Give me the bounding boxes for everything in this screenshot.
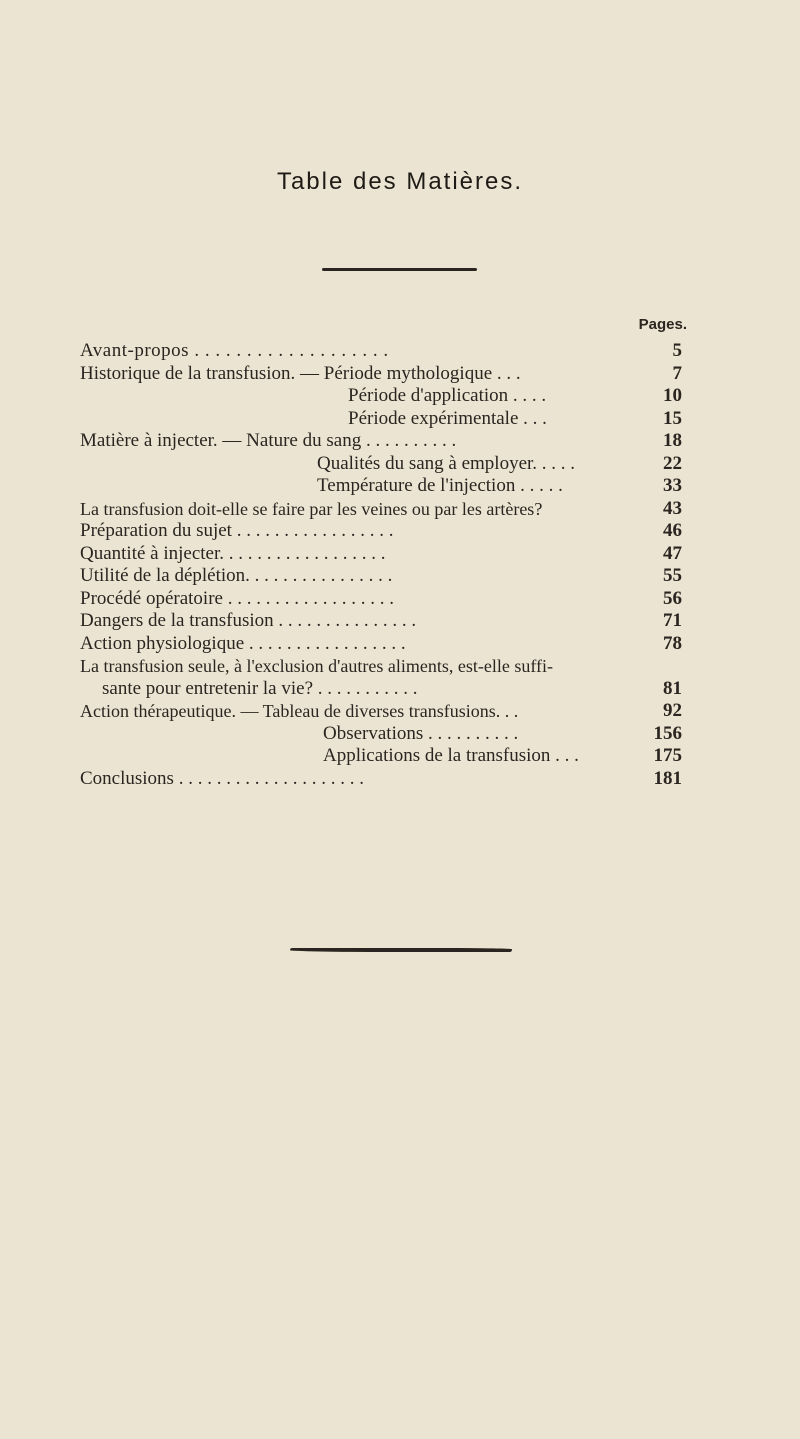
end-ornament-rule xyxy=(290,948,512,952)
toc-entry-page: 175 xyxy=(653,745,682,766)
toc-entry xyxy=(80,565,682,588)
toc-entry xyxy=(80,655,682,700)
toc-entry xyxy=(80,610,682,633)
table-of-contents xyxy=(80,340,682,790)
toc-entry xyxy=(80,633,682,656)
toc-entry xyxy=(80,588,682,611)
toc-entry-page: 181 xyxy=(653,767,682,789)
toc-entry xyxy=(80,723,682,746)
toc-entry xyxy=(80,453,682,476)
toc-entry-text: Applications de la transfusion . . . xyxy=(323,745,579,766)
toc-entry xyxy=(80,340,682,363)
toc-entry-text: Température de l'injection . . . . . xyxy=(317,475,563,496)
pages-column-header: Pages. xyxy=(638,316,687,333)
toc-entry-page: 10 xyxy=(663,385,682,406)
toc-entry-page: 46 xyxy=(663,520,682,541)
toc-entry-page: 81 xyxy=(663,677,682,699)
toc-entry-page: 78 xyxy=(663,632,682,654)
toc-entry-text: Procédé opératoire . . . . . . . . . . . . . . . . . . xyxy=(80,587,394,609)
toc-entry-text: Action thérapeutique. — Tableau de diverses transfusions. . . xyxy=(80,701,519,721)
toc-entry-text: Préparation du sujet . . . . . . . . . . . . . . . . . xyxy=(80,520,394,541)
toc-entry xyxy=(80,475,682,498)
toc-entry-text: Utilité de la déplétion. . . . . . . . . . . . . . . . xyxy=(80,565,393,586)
toc-entry-page: 92 xyxy=(663,700,682,721)
toc-entry-text: Avant-propos . . . . . . . . . . . . . . . . . . . xyxy=(80,340,389,361)
toc-entry-text: La transfusion doit-elle se faire par les veines ou par les artères? xyxy=(80,498,543,519)
toc-entry-text: La transfusion seule, à l'exclusion d'autres aliments, est-elle suffi- xyxy=(80,656,554,676)
toc-entry-page: 18 xyxy=(663,430,682,451)
toc-entry-page: 33 xyxy=(663,475,682,496)
toc-entry-page: 156 xyxy=(653,722,682,744)
toc-entry xyxy=(80,768,682,791)
toc-entry-page: 71 xyxy=(663,610,682,631)
toc-entry-page: 15 xyxy=(663,407,682,429)
toc-entry-page: 22 xyxy=(663,452,682,474)
toc-entry xyxy=(80,498,682,521)
toc-entry xyxy=(80,700,682,723)
toc-entry-text: Qualités du sang à employer. . . . . xyxy=(317,452,576,474)
toc-entry-page: 55 xyxy=(663,565,682,586)
toc-entry-text: Quantité à injecter. . . . . . . . . . . . . . . . . . xyxy=(80,542,386,564)
title-rule xyxy=(322,268,477,271)
toc-entry xyxy=(80,745,682,768)
toc-entry xyxy=(80,543,682,566)
toc-entry xyxy=(80,385,682,408)
toc-entry-page: 56 xyxy=(663,587,682,609)
toc-entry-text: Historique de la transfusion. — Période mythologique . . . xyxy=(80,362,521,384)
toc-entry-page: 7 xyxy=(672,362,682,384)
toc-entry xyxy=(80,408,682,431)
toc-entry-text: Action physiologique . . . . . . . . . . . . . . . . . xyxy=(80,632,406,654)
toc-entry-text: Conclusions . . . . . . . . . . . . . . . . . . . . xyxy=(80,767,364,789)
toc-entry-text: Période d'application . . . . xyxy=(348,385,547,406)
toc-entry-page: 5 xyxy=(672,340,682,361)
toc-entry-page: 47 xyxy=(663,542,682,564)
toc-entry-text: Matière à injecter. — Nature du sang . . . . . . . . . . xyxy=(80,430,457,451)
toc-entry-text: Période expérimentale . . . xyxy=(348,407,547,429)
toc-entry-text: Dangers de la transfusion . . . . . . . . . . . . . . . xyxy=(80,610,417,631)
toc-entry xyxy=(80,430,682,453)
toc-entry-text-continued: sante pour entretenir la vie? . . . . . . . . . . . xyxy=(102,677,418,699)
toc-entry xyxy=(80,520,682,543)
toc-entry-page: 43 xyxy=(663,497,682,519)
toc-entry-text: Observations . . . . . . . . . . xyxy=(323,722,519,744)
page-title: Table des Matières. xyxy=(276,168,524,195)
toc-entry xyxy=(80,363,682,386)
